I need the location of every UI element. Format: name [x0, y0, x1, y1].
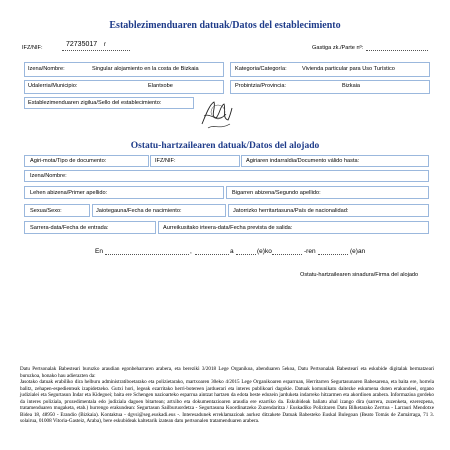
- guest-section-title: Ostatu-hartzailearen datuak/Datos del alojado: [130, 141, 320, 151]
- doc-valid-label: Agiriaren indarraldia/Documento válido hasta:: [246, 158, 360, 164]
- sex-label: Sexua/Sexo:: [30, 208, 62, 214]
- doc-type-label: Agiri-mota/Tipo de documento:: [30, 158, 107, 164]
- guest-signature-label: Ostatu-hartzailearen sinadura/Firma del alojado: [300, 272, 419, 278]
- surname1-label: Lehen abizena/Primer apellido:: [30, 190, 108, 196]
- nif-label: IFZ/NIF:: [155, 158, 176, 164]
- nationality-label: Jatorrizko herritartasuna/País de nacionalidad:: [233, 208, 349, 214]
- legal-paragraph-2: Jasotako datuak erabiliko dira helburu administratiboetarako eta polizietarako, martxoaren 30eko 4/2015 Lege Organikoaren esparruan, Herritarren Segurtasunaren Babesarena, eta baita ere, horrela balitz, zehapen-espedienteak izapidetzeko. Gutxi hori, legeak ezarritako herri-botereen jarduerari eta interes publikoari dagokie. Datuak komunikatu daitezke eskumena duten erakundeei, organo judizialei eta Segurtasun Indar eta Kidegoei; baita ere Schengen nazioarteko esparrua aintzat hartzen da edota beste edozein jarduketa indarreko hitzarmen eta akordioen arabera. Informazioa gordeko da interes poliziala, prozedimentala edo judiziala dagoen bitartean; artxibo eta dokumentazioaren araudia ere ezarriko da. Eskubideak baliatu ahal izango dira (sarrera, zuzenketa, ezerezpena, tratamenduaren mugaketa, etab.) hurrengo erakundean: Segurtasun Sailburuordetza - Segurtasuna Koordinatzeko Zuzendaritza / Euskadiko Polizitaren Datu Bilketarako Zerrtoa - Larrauri Mendotxe Bidea 18, 48950 - Erandio (Bizkaia). Kontaktua - dgvsi@seg.euskadi.eus -. Interesadunek erreklamazioak aurkez ditzakete Datuak Babesteko Euskal Bulegoan (Beato Tomás de Zumárraga, 71 3. solairua, 01008 Vitoria-Gasteiz, Araba), bere eskubideak kaltetarik izatean datu pertsonalen tratamenduaren arabera.: [20, 379, 434, 425]
- province-value: Bizkaia: [342, 83, 361, 89]
- month-underline[interactable]: [236, 254, 256, 255]
- category-value: Vivienda particular para Uso Turístico: [302, 66, 395, 72]
- establishment-name-label: Izena/Nombre:: [28, 66, 65, 72]
- province-label: Probintzia/Provincia:: [235, 83, 286, 89]
- day-underline[interactable]: [272, 254, 302, 255]
- ifz-underline: [62, 50, 130, 51]
- birth-date-label: Jaiotegauna/Fecha de nacimiento:: [96, 208, 182, 214]
- page-number-underline: [366, 50, 428, 51]
- establishment-name-value: Singular alojamiento en la costa de Bizkaia: [92, 66, 199, 72]
- legal-notice: [20, 366, 434, 425]
- page-number-label: Gastiga zk./Parte nº:: [312, 45, 364, 51]
- surname2-label: Bigarren abizena/Segundo apellido:: [232, 190, 321, 196]
- date-de3-text: (e)an: [350, 248, 366, 255]
- year-underline[interactable]: [195, 254, 229, 255]
- seal-label: Establezimenduaren zigilua/Sello del establecimiento:: [28, 100, 162, 106]
- guest-name-label: Izena/Nombre:: [30, 173, 67, 179]
- town-value: Elantxobe: [148, 83, 173, 89]
- exit-date-label: Aurreikusitako irteera-data/Fecha prevista de salida:: [163, 225, 293, 231]
- date-a-text: a: [230, 248, 234, 255]
- legal-paragraph-1: Datu Pertsonalak Babesteari buruzko araudian egonbeharraren arabera, eta berezikì 3/2018 Lege Organikoa, abenduaren 5ekoa, Datu Pertsonalak Babestearí eta eskubide digitalak bermatzeari buruzkoa, honako hau adierazten da:: [20, 366, 434, 379]
- establishment-seal-stamp-icon: [196, 94, 236, 134]
- town-label: Udalerria/Municipio:: [28, 83, 78, 89]
- ifz-value: 72735017: [66, 41, 98, 48]
- place-comma: ,: [190, 248, 192, 255]
- date-de1-text: (e)ko: [257, 248, 272, 255]
- guest-name-field[interactable]: [24, 170, 429, 182]
- ifz-suffix: r: [104, 42, 106, 48]
- place-prefix: En: [95, 248, 103, 255]
- category-label: Kategoria/Categoría:: [235, 66, 287, 72]
- ifz-label: IFZ/NIF:: [22, 45, 43, 51]
- date-de2-text: -ren: [304, 248, 316, 255]
- day2-underline[interactable]: [318, 254, 348, 255]
- entry-date-label: Sarrera-data/Fecha de entrada:: [30, 225, 109, 231]
- place-underline[interactable]: [105, 254, 189, 255]
- establishment-section-title: Establezimenduaren datuak/Datos del establecimiento: [109, 20, 341, 31]
